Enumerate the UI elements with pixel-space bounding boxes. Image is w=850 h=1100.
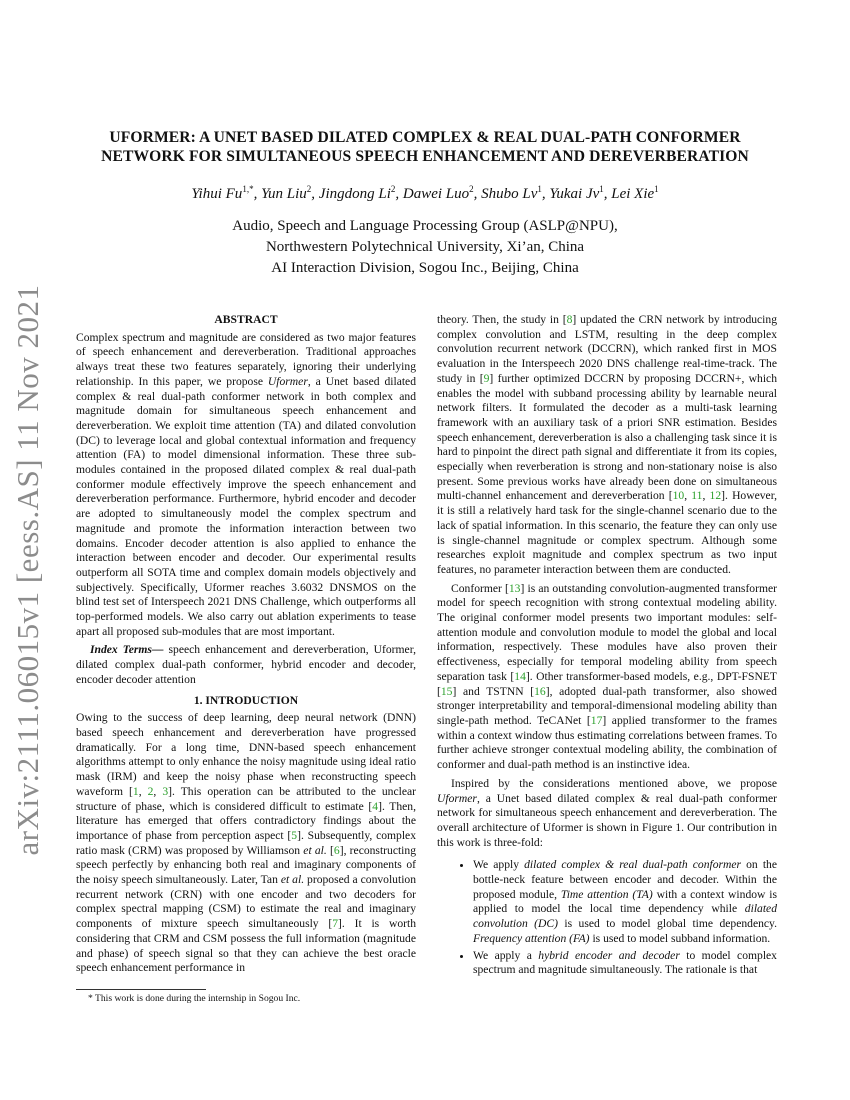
text: is used to model global time dependency.: [557, 917, 777, 931]
footnote-rule: [76, 989, 206, 990]
text: ], reconstructing speech perfectly by enhancing both real and imaginary components of the noisy speech simultaneously. Later, Tan: [76, 843, 416, 887]
text: We apply: [473, 858, 525, 872]
abstract-heading: ABSTRACT: [214, 313, 278, 326]
citation-link[interactable]: 11: [691, 489, 703, 503]
text: ] further optimized DCCRN by proposing DCCRN+, which enables the model with subband processing ability by learnable neural network filters. It formulated the decoder as a multi-task learning framework with an auxiliary task of a priori SNR estimation. Besides speech enhancement, dereverberation is also a challenging task since it is hard to pinpoint the direct path signal and differentiate it from its copies, especially when reverberation is strong and non-stationary noise is also present. Some previous works have already been done on simultaneous multi-channel enhancement and dereverberation [: [437, 371, 777, 503]
author-sup: 1: [654, 184, 659, 194]
author-name: Lei Xie: [611, 186, 655, 202]
text-em: dilated convolution (DC): [473, 902, 777, 931]
title-line-2: NETWORK FOR SIMULTANEOUS SPEECH ENHANCEMENT AND DEREVERBERATION: [101, 148, 749, 165]
citation-link[interactable]: 13: [508, 581, 521, 595]
author-sup: 2: [306, 184, 312, 194]
text: Conformer [: [451, 581, 509, 595]
index-terms: [76, 643, 416, 687]
intro-paragraph: [437, 582, 777, 773]
text: We apply a: [473, 948, 539, 962]
text: ] and TSTNN [: [452, 684, 535, 698]
affiliation-line: Northwestern Polytechnical University, Xi’an, China: [265, 239, 585, 255]
citation-link[interactable]: 3: [162, 784, 169, 798]
text: [: [326, 843, 334, 857]
author-sep: ,: [395, 186, 403, 202]
index-terms-label: Index Terms—: [90, 643, 164, 657]
text: ]. Subsequently, complex ratio mask (CRM) was proposed by Williamson: [76, 828, 416, 857]
arxiv-sidebar: [4, 284, 52, 856]
citation-link[interactable]: 4: [372, 799, 379, 813]
intro-paragraph: [437, 777, 777, 851]
text: Inspired by the considerations mentioned above, we propose: [451, 776, 777, 790]
text: on the bottle-neck feature between encoder and decoder. Within the proposed module,: [473, 858, 777, 901]
citation-link[interactable]: 14: [514, 669, 526, 683]
text: is used to model subband information.: [589, 931, 771, 945]
author-name: Jingdong Li: [318, 186, 391, 202]
author-sep: ,: [541, 186, 550, 202]
text: Owing to the success of deep learning, deep neural network (DNN) based speech enhancement and dereverberation have progressed dramatically. For a long time, DNN-based speech enhancement algorithms attempt to only enhance the noisy magnitude using ideal ratio mask (IRM) and keep the noisy phase when reconstructing speech waveform [: [76, 711, 416, 798]
author-sep: ,: [311, 186, 319, 202]
citation-link[interactable]: 10: [672, 489, 685, 503]
text-em: hybrid encoder and decoder: [538, 948, 680, 962]
author-sup: 1,*: [242, 184, 254, 194]
title-line-1: UFORMER: A UNET BASED DILATED COMPLEX & REAL DUAL-PATH CONFORMER: [109, 129, 741, 146]
citation-link[interactable]: 12: [709, 489, 722, 503]
citation-link[interactable]: 9: [483, 371, 490, 385]
citation-link[interactable]: 5: [291, 828, 298, 842]
author-sup: 1: [599, 184, 604, 194]
author-sep: ,: [253, 186, 262, 202]
citation-link[interactable]: 7: [332, 917, 339, 931]
text-em: Uformer: [437, 791, 477, 805]
footnote: * This work is done during the internship in Sogou Inc.: [88, 993, 301, 1004]
index-terms-text: speech enhancement and dereverberation, Uformer, dilated complex dual-path conformer, hybrid encoder and decoder, encoder decoder attention: [76, 643, 416, 686]
list-item: [473, 858, 777, 946]
author-name: Yukai Jv: [549, 186, 600, 202]
citation-link[interactable]: 8: [566, 313, 573, 326]
text: theory. Then, the study in [: [437, 313, 567, 326]
author-sup: 2: [469, 184, 474, 194]
paper-title: [60, 128, 790, 166]
text: ] applied transformer to the frames within a context window thus estimating correlations between frames. To further achieve stronger contextual modeling ability, the combination of conformer and dual-path method is an instinctive idea.: [437, 713, 777, 772]
text: , a Unet based dilated complex & real dual-path conformer network for simultaneous speech enhancement and dereverberation. The overall architecture of Uformer is shown in Figure 1. Our contribution in this work is three-fold:: [437, 791, 777, 849]
citation-link[interactable]: 16: [534, 684, 546, 698]
text: to model complex spectrum and magnitude simultaneously. The rationale is that: [473, 948, 777, 977]
author-name: Shubo Lv: [481, 186, 538, 202]
abstract-body: [76, 331, 416, 640]
text: proposed a convolution recurrent network (CRN) with one encoder and two decoders for complex spectral mapping (CSM) to estimate the real and imaginary components of mixture speech simultaneously [: [76, 873, 417, 931]
author-name: Yihui Fu: [191, 186, 243, 202]
right-column: [437, 313, 777, 980]
text: ] is an outstanding convolution-augmented transformer model for speech recognition with strong contextual modeling ability. The original conformer model presents two important modules: self-attention module and convolution module to model the global and local information, respectively. These modules have also proven their effectiveness, especially for temporal modeling ability from speech separation task [: [437, 581, 777, 683]
text: ]. It is worth considering that CRM and CSM possess the full information (magnitude and phase) of speech signal so that they can achieve the best oracle speech enhancement performance in: [76, 917, 417, 975]
author-sup: 2: [390, 184, 396, 194]
text: ]. This operation can be attributed to the unclear structure of phase, which is considered difficult to estimate [: [76, 784, 416, 813]
text: ]. However, it is still a relatively hard task for the single-channel scenario due to the lack of spatial information. In this scenario, the feature they can only use is single-channel magnitude or complex spectrum. Although some researches exploit magnitude and complex spectrum as two input features, no parameter interaction between them are conducted.: [437, 489, 777, 576]
citation-link[interactable]: 1: [132, 784, 139, 798]
text-em: et al.: [303, 843, 327, 857]
text-em: Frequency attention (FA): [473, 931, 590, 945]
author-sup: 1: [537, 184, 542, 194]
citation-link[interactable]: 15: [440, 684, 453, 698]
text: Complex spectrum and magnitude are considered as two major features of speech enhancement and dereverberation. Traditional approaches always treat these two features separately, ignoring their underlying relationship. In this paper, we propose: [76, 330, 416, 388]
author-name: Yun Liu: [261, 186, 307, 202]
text-em: dilated complex & real dual-path conformer: [524, 858, 742, 872]
author-list: [60, 184, 790, 203]
left-column: [76, 313, 416, 976]
text: ]. Other transformer-based models, e.g., DPT-FSNET [: [437, 669, 777, 698]
text-em: Time attention (TA): [560, 887, 653, 901]
intro-paragraph: Owing to the success of deep learning, deep neural network (DNN) based speech enhancement and dereverberation have progressed dramatically. For a long time, DNN-based speech enhancement algorithms attempt to only enhance the noisy magnitude using ideal ratio mask (IRM) and keep the noisy phase when reconstructing speech waveform [1, 2, 3]. This operation can be attributed to the unclear structure of phase, which is considered difficult to estimate [4]. Then, literature has emerged that offers contradictory findings about the importance of phase from perception aspect [5]. Subsequently, complex ratio mask (CRM) was proposed by Williamson et al. [6], reconstructing speech perfectly by enhancing both real and imaginary components of the noisy speech simultaneously. Later, Tan et al. proposed a convolution recurrent network (CRN) with one encoder and two decoders for complex spectral mapping (CSM) to estimate the real and imaginary components of mixture speech simultaneously [7]. It is worth considering that CRM and CSM possess the full information (magnitude and phase) of speech signal so that they can achieve the best oracle speech enhancement performance in: [76, 711, 417, 975]
citation-link[interactable]: 17: [590, 713, 603, 727]
text-em: Uformer: [267, 374, 308, 388]
author-sep: ,: [603, 186, 612, 202]
citation-link[interactable]: 6: [333, 843, 340, 857]
affiliation-line: Audio, Speech and Language Processing Group (ASLP@NPU),: [232, 218, 618, 234]
list-item: [473, 949, 777, 978]
text: ]. Then, literature has emerged that offers contradictory findings about the importance of phase from perception aspect [: [76, 799, 416, 842]
arxiv-id: arXiv:2111.06015v1 [eess.AS] 11 Nov 2021: [10, 284, 45, 856]
text: with a context window is applied to model the local time dependency while: [473, 887, 778, 916]
author-name: Dawei Luo: [402, 186, 470, 202]
affiliations: [60, 216, 790, 279]
affiliation-line: AI Interaction Division, Sogou Inc., Beijing, China: [271, 260, 579, 276]
author-sep: ,: [473, 186, 482, 202]
intro-paragraph: theory. Then, the study in [8] updated the CRN network by introducing complex convolution and LSTM, resulting in the deep complex convolution recurrent network (DCCRN), which ranked first in MOS evaluation in the Interspeech 2020 DNS challenge real-time-track. The study in [9] further optimized DCCRN by proposing DCCRN+, which enables the model with subband processing ability by learnable neural network filters. It formulated the decoder as a multi-task learning framework with an auxiliary task of a priori SNR estimation. Besides speech enhancement, dereverberation is also a challenging task since it is hard to pinpoint the direct path signal and differentiate it from its copies, especially when reverberation is strong and non-stationary noise is also present. Some previous works have already been done on simultaneous multi-channel enhancement and dereverberation [10, 11, 12]. However, it is still a relatively hard task for the single-channel scenario due to the lack of spatial information. In this scenario, the feature they can only use is single-channel magnitude or complex spectrum. Although some researches exploit magnitude and complex spectrum as two input features, no parameter interaction between them are conducted.: [437, 313, 777, 576]
text: ], adopted dual-path transformer, also showed stronger interpretability and temporal-dimensional modeling ability than single-path method. TeCANet [: [437, 684, 777, 727]
text: , a Unet based dilated complex & real dual-path conformer network in both complex and magnitude domain for simultaneous speech enhancement and dereverberation. We exploit time attention (TA) and dilated convolution (DC) to leverage local and global contextual information and frequency attention (FA) to model dimensional information. These three sub-modules contained in the proposed dilated complex & real dual-path conformer module effectively improve the speech enhancement and dereverberation performance. Furthermore, hybrid encoder and decoder are adopted to simultaneously model the complex spectrum and magnitude and promote the information interaction between two domains. Encoder decoder attention is also applied to enhance the interaction between encoder and decoder. Our experimental results outperform all SOTA time and complex domain models objectively and subjectively. Specifically, Uformer reaches 3.6032 DNSMOS on the blind test set of Interspeech 2021 DNS Challenge, which outperforms all top-performed models. We also carry out ablation experiments to tease apart all proposed sub-modules that are most important.: [76, 374, 417, 638]
text: ] updated the CRN network by introducing complex convolution and LSTM, resulting in the deep complex convolution recurrent network (DCCRN), which ranked first in MOS evaluation in the Interspeech 2020 DNS challenge real-time-track. The study in [: [437, 313, 777, 385]
contribution-list: [437, 858, 777, 978]
intro-heading: 1. INTRODUCTION: [193, 693, 299, 707]
text-em: et al.: [280, 873, 305, 887]
citation-link[interactable]: 2: [147, 784, 154, 798]
